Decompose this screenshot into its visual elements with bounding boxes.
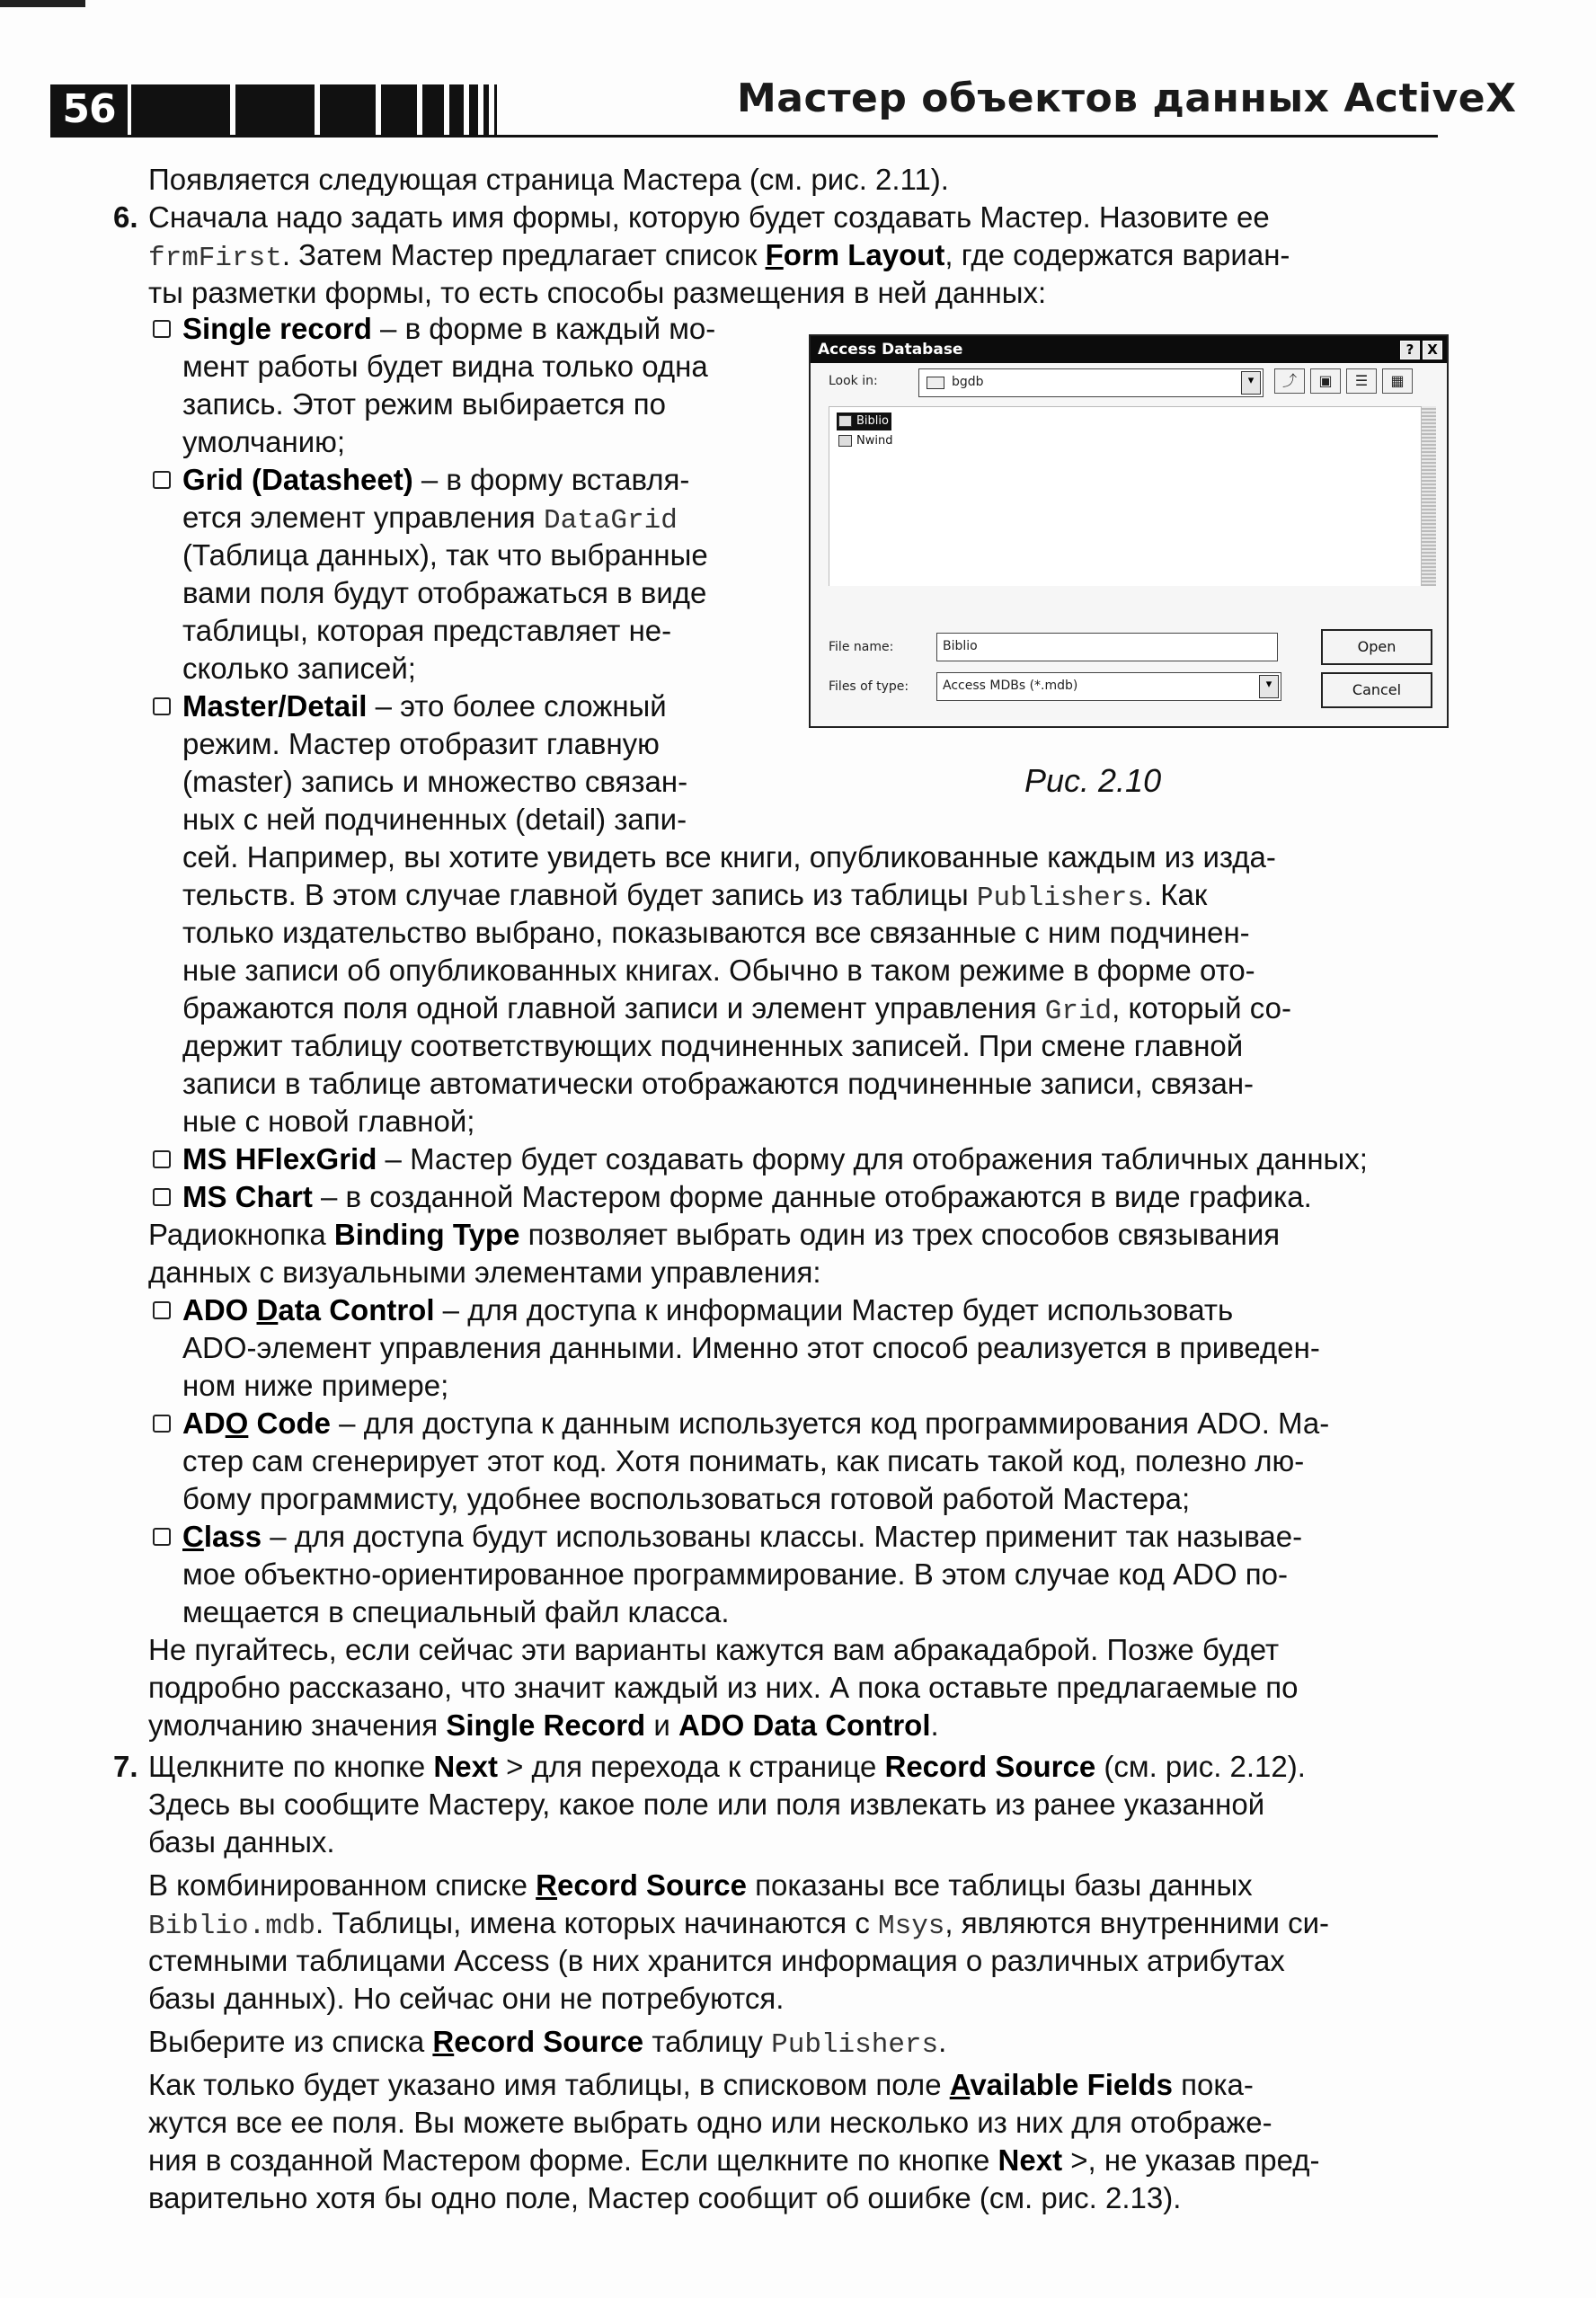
- header-bar: [320, 84, 376, 135]
- bullet-box-icon: [153, 471, 171, 489]
- bold-term: ecord Source: [454, 2025, 644, 2058]
- files-of-type-select[interactable]: [936, 672, 1281, 701]
- bold-term: AD: [182, 1406, 226, 1440]
- header-bar: [483, 84, 489, 135]
- header-bar: [469, 84, 478, 135]
- paragraph-line: [182, 990, 1291, 1030]
- paragraph-line: [148, 1868, 1253, 1903]
- text-run: тельств. В этом случае главной будет запись из таблицы: [182, 878, 977, 911]
- file-name: Biblio: [856, 414, 889, 428]
- text-run: , где содержатся вариан-: [944, 238, 1290, 271]
- bullet-box-icon: [153, 1528, 171, 1546]
- paragraph-line: ном ниже примере;: [182, 1369, 449, 1402]
- hotkey-letter: R: [536, 1868, 558, 1902]
- paragraph-line: подробно рассказано, что значит каждый из них. А пока оставьте предлагаемые по: [148, 1671, 1299, 1704]
- paragraph-line: Здесь вы сообщите Мастеру, какое поле или поля извлекать из ранее указанной: [148, 1788, 1265, 1821]
- paragraph-line: ты разметки формы, то есть способы размещения в ней данных:: [148, 276, 1047, 309]
- paragraph-line: базы данных.: [148, 1825, 335, 1859]
- paragraph-line: [182, 1519, 1302, 1555]
- bold-term: Next: [998, 2143, 1063, 2177]
- text-run: , являются внутренними си-: [944, 1906, 1329, 1939]
- code-term: Grid: [1044, 996, 1113, 1027]
- paragraph-line: Не пугайтесь, если сейчас эти варианты кажутся вам абракадаброй. Позже будет: [148, 1633, 1280, 1666]
- bold-term: orm Layout: [783, 238, 945, 271]
- vertical-scrollbar[interactable]: [1422, 406, 1436, 586]
- files-of-type-label: Files of type:: [829, 679, 909, 694]
- code-term: frmFirst: [148, 243, 282, 274]
- look-in-label: Look in:: [829, 374, 878, 388]
- bullet-box-icon: [153, 1415, 171, 1433]
- file-name-label: File name:: [829, 640, 894, 654]
- files-of-type-value: Access MDBs (*.mdb): [943, 679, 1078, 693]
- paragraph-line: [182, 1292, 1233, 1328]
- bold-term: MS HFlexGrid: [182, 1142, 377, 1176]
- text-run: ется элемент управления: [182, 501, 544, 534]
- paragraph-line: [148, 1708, 939, 1743]
- code-term: Publishers: [976, 883, 1144, 914]
- paragraph-line: запись. Этот режим выбирается по: [182, 387, 666, 421]
- paragraph-line: [182, 1406, 1329, 1442]
- text-run: >, не указав пред-: [1062, 2143, 1320, 2177]
- text-run: – для доступа будут использованы классы. Мастер применит так называе-: [262, 1520, 1303, 1553]
- paragraph-line: Сначала надо задать имя формы, которую будет создавать Мастер. Назовите ее: [148, 200, 1270, 234]
- cancel-button[interactable]: Cancel: [1321, 672, 1432, 708]
- header-bar: [494, 84, 497, 135]
- paragraph-line: [182, 311, 715, 347]
- text-run: позволяет выбрать один из трех способов связывания: [519, 1218, 1281, 1251]
- open-button[interactable]: Open: [1321, 629, 1432, 665]
- up-folder-icon[interactable]: ⤴: [1274, 368, 1305, 394]
- paragraph-line: (master) запись и множество связан-: [182, 765, 688, 798]
- text-run: В комбинированном списке: [148, 1868, 536, 1902]
- bullet-box-icon: [153, 697, 171, 715]
- bold-term: Grid (Datasheet): [182, 463, 413, 496]
- paragraph-line: [182, 1141, 1368, 1177]
- code-term: Publishers: [771, 2029, 939, 2061]
- text-run: . Как: [1143, 878, 1208, 911]
- text-run: Щелкните по кнопке: [148, 1750, 434, 1783]
- header-bar: [235, 84, 315, 135]
- header-bar: [131, 84, 230, 135]
- bullet-box-icon: [153, 1150, 171, 1168]
- chevron-down-icon[interactable]: ▾: [1259, 675, 1279, 698]
- header-bar: [422, 84, 444, 135]
- text-run: пока-: [1172, 2068, 1254, 2101]
- text-run: – для доступа к данным используется код программирования ADO. Ма-: [331, 1406, 1330, 1440]
- look-in-value: bgdb: [952, 375, 984, 389]
- text-run: Выберите из списка: [148, 2025, 433, 2058]
- step-number: 6.: [113, 200, 138, 234]
- paragraph-line: [148, 2024, 946, 2063]
- paragraph-line: бому программисту, удобнее воспользоваться готовой работой Мастера;: [182, 1482, 1191, 1515]
- text-run: показаны все таблицы базы данных: [746, 1868, 1253, 1902]
- text-run: . Таблицы, имена которых начинаются с: [315, 1906, 878, 1939]
- paragraph-line: [148, 1217, 1280, 1253]
- bold-term: ecord Source: [557, 1868, 747, 1902]
- bold-term: ADO: [182, 1293, 257, 1326]
- text-run: > для перехода к странице: [497, 1750, 885, 1783]
- text-run: – в форме в каждый мо-: [371, 312, 716, 345]
- paragraph-line: ных с ней подчиненных (detail) запи-: [182, 803, 687, 836]
- paragraph-line: держит таблицу соответствующих подчиненных записей. При смене главной: [182, 1029, 1244, 1062]
- text-run: – в форму вставля-: [412, 463, 690, 496]
- paragraph-line: ные с новой главной;: [182, 1105, 475, 1138]
- page-number: 56: [50, 84, 128, 135]
- list-view-icon[interactable]: ☰: [1346, 368, 1377, 394]
- text-run: – для доступа к информации Мастер будет использовать: [434, 1293, 1234, 1326]
- database-file-icon: [838, 435, 852, 447]
- access-database-dialog: [809, 334, 1449, 728]
- help-button[interactable]: ?: [1400, 341, 1420, 359]
- step-number: 7.: [113, 1750, 138, 1783]
- code-term: DataGrid: [543, 505, 678, 537]
- text-run: – в созданной Мастером форме данные отображаются в виде графика.: [312, 1180, 1312, 1213]
- bold-term: vailable Fields: [970, 2068, 1173, 2101]
- hotkey-letter: F: [765, 238, 784, 271]
- new-folder-icon[interactable]: ▣: [1310, 368, 1341, 394]
- text-run: бражаются поля одной главной записи и элемент управления: [182, 991, 1045, 1025]
- file-list[interactable]: [829, 406, 1422, 586]
- text-run: .: [938, 2025, 947, 2058]
- paragraph-line: [148, 2143, 1320, 2178]
- text-run: , который со-: [1112, 991, 1291, 1025]
- paragraph-line: (Таблица данных), так что выбранные: [182, 538, 708, 572]
- bold-term: Single Record: [446, 1708, 646, 1742]
- paragraph-line: [148, 1749, 1306, 1785]
- paragraph-line: [148, 237, 1290, 277]
- bold-term: Record Source: [884, 1750, 1096, 1783]
- paragraph-line: жутся все ее поля. Вы можете выбрать одно или несколько из них для отображе-: [148, 2106, 1272, 2139]
- paragraph-line: [182, 500, 678, 539]
- text-run: – это более сложный: [367, 689, 667, 723]
- code-term: Msys: [877, 1911, 945, 1942]
- hotkey-letter: O: [225, 1406, 249, 1440]
- text-run: и: [645, 1708, 678, 1742]
- bold-term: Binding Type: [333, 1218, 520, 1251]
- list-item[interactable]: [837, 432, 895, 450]
- paragraph-line: мое объектно-ориентированное программирование. В этом случае код ADO по-: [182, 1557, 1289, 1591]
- header-bar: [381, 84, 417, 135]
- paragraph-line: таблицы, которая представляет не-: [182, 614, 672, 647]
- text-run: . Затем Мастер предлагает список: [281, 238, 766, 271]
- paragraph-line: ADO-элемент управления данными. Именно этот способ реализуется в приведен-: [182, 1331, 1320, 1364]
- bold-term: ADO Data Control: [678, 1708, 931, 1742]
- file-name-input[interactable]: Biblio: [936, 633, 1278, 661]
- paragraph-line: [182, 688, 667, 724]
- paragraph-line: [182, 462, 689, 498]
- bold-term: Next: [433, 1750, 498, 1783]
- text-run: .: [930, 1708, 939, 1742]
- paragraph-line: стемными таблицами Access (в них хранится информация о различных атрибутах: [148, 1944, 1285, 1977]
- paragraph-line: сей. Например, вы хотите увидеть все книги, опубликованные каждым из изда-: [182, 840, 1276, 874]
- database-file-icon: [838, 415, 852, 427]
- bullet-box-icon: [153, 320, 171, 338]
- paragraph-line: варительно хотя бы одно поле, Мастер сообщит об ошибке (см. рис. 2.13).: [148, 2181, 1182, 2214]
- paragraph-line: данных с визуальными элементами управления:: [148, 1255, 821, 1289]
- bold-term: Code: [248, 1406, 332, 1440]
- bold-term: Single record: [182, 312, 372, 345]
- figure-caption: Рис. 2.10: [1024, 762, 1162, 799]
- paragraph-line: режим. Мастер отобразит главную: [182, 727, 660, 760]
- dialog-title: Access Database: [811, 336, 1447, 363]
- look-in-combo[interactable]: [918, 368, 1264, 397]
- bullet-box-icon: [153, 1301, 171, 1319]
- folder-icon: [927, 377, 944, 389]
- paragraph-line: [148, 1905, 1329, 1945]
- hotkey-letter: A: [949, 2068, 971, 2101]
- close-button[interactable]: X: [1423, 341, 1442, 359]
- hotkey-letter: C: [182, 1520, 204, 1553]
- file-name: Nwind: [856, 434, 893, 448]
- paragraph-line: записи в таблице автоматически отображаются подчиненные записи, связан-: [182, 1067, 1255, 1100]
- paragraph-line: [182, 877, 1207, 917]
- list-item[interactable]: [837, 413, 891, 430]
- paragraph-line: ные записи об опубликованных книгах. Обычно в таком режиме в форме ото-: [182, 954, 1255, 987]
- paragraph-line: мент работы будет видна только одна: [182, 350, 708, 383]
- header-bar: [449, 84, 464, 135]
- details-view-icon[interactable]: ▦: [1382, 368, 1413, 394]
- hotkey-letter: R: [432, 2025, 455, 2058]
- header-rule: [50, 135, 1438, 138]
- paragraph-line: только издательство выбрано, показываются все связанные с ним подчинен-: [182, 916, 1250, 949]
- paragraph-line: базы данных). Но сейчас они не потребуются.: [148, 1982, 785, 2015]
- text-run: умолчанию значения: [148, 1708, 447, 1742]
- text-run: (см. рис. 2.12).: [1095, 1750, 1306, 1783]
- bold-term: MS Chart: [182, 1180, 313, 1213]
- text-run: Как только будет указано имя таблицы, в списковом поле: [148, 2068, 950, 2101]
- scan-edge-mark: [0, 0, 85, 7]
- paragraph-line: Появляется следующая страница Мастера (см. рис. 2.11).: [148, 163, 949, 196]
- chevron-down-icon[interactable]: ▾: [1241, 371, 1261, 395]
- paragraph-line: мещается в специальный файл класса.: [182, 1595, 730, 1628]
- text-run: ния в созданной Мастером форме. Если щелкните по кнопке: [148, 2143, 998, 2177]
- text-run: Радиокнопка: [148, 1218, 334, 1251]
- code-term: Biblio.mdb: [148, 1911, 316, 1942]
- paragraph-line: [182, 1179, 1312, 1215]
- paragraph-line: [148, 2067, 1254, 2103]
- text-run: таблицу: [643, 2025, 772, 2058]
- paragraph-line: стер сам сгенерирует этот код. Хотя понимать, как писать такой код, полезно лю-: [182, 1444, 1305, 1477]
- paragraph-line: вами поля будут отображаться в виде: [182, 576, 707, 609]
- bold-term: lass: [203, 1520, 262, 1553]
- bold-term: Master/Detail: [182, 689, 368, 723]
- hotkey-letter: D: [256, 1293, 279, 1326]
- bold-term: ata Control: [278, 1293, 435, 1326]
- running-header-title: Мастер объектов данных ActiveX: [737, 75, 1517, 121]
- bullet-box-icon: [153, 1188, 171, 1206]
- paragraph-line: сколько записей;: [182, 652, 416, 685]
- paragraph-line: умолчанию;: [182, 425, 346, 458]
- text-run: – Мастер будет создавать форму для отображения табличных данных;: [377, 1142, 1368, 1176]
